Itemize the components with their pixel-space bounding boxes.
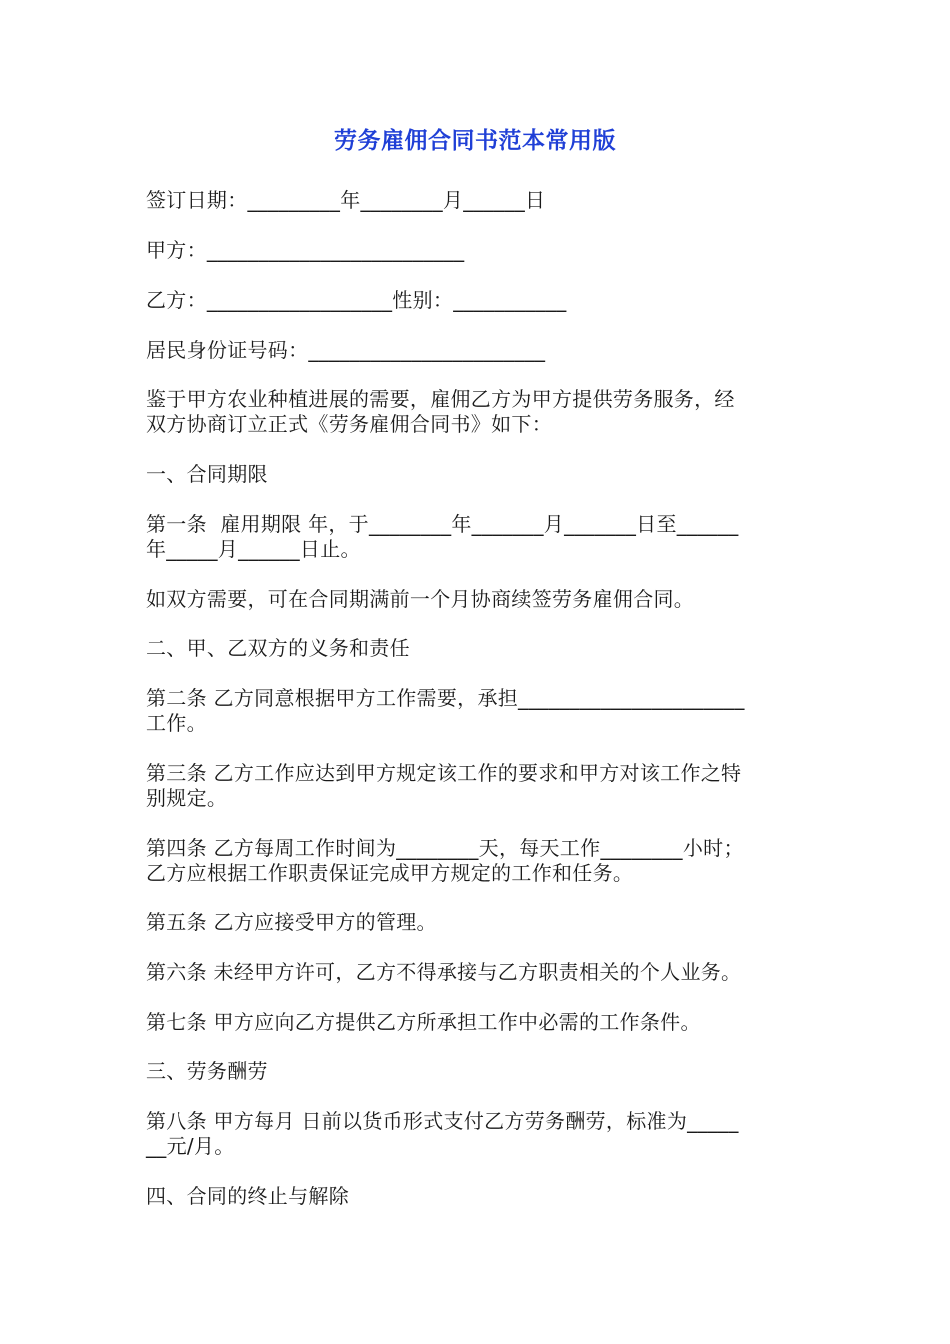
- preamble-line-2: 双方协商订立正式《劳务雇佣合同书》如下：: [146, 412, 552, 436]
- preamble-line-1: 鉴于甲方农业种植进展的需要，雇佣乙方为甲方提供劳务服务，经: [146, 387, 735, 411]
- article-8-line-2: __元/月。: [146, 1134, 235, 1158]
- article-3-line-1: 第三条 乙方工作应达到甲方规定该工作的要求和甲方对该工作之特: [146, 761, 742, 785]
- article-2-line-1: 第二条 乙方同意根据甲方工作需要，承担______________________: [146, 686, 745, 710]
- renewal-paragraph: 如双方需要，可在合同期满前一个月协商续签劳务雇佣合同。: [146, 587, 695, 611]
- article-5: 第五条 乙方应接受甲方的管理。: [146, 910, 437, 934]
- party-a-line: 甲方：_________________________: [146, 238, 465, 262]
- section-heading-3: 三、劳务酬劳: [146, 1059, 268, 1083]
- section-heading-1: 一、合同期限: [146, 462, 268, 486]
- signing-date-line: 签订日期：_________年________月______日: [146, 188, 546, 212]
- article-4-line-1: 第四条 乙方每周工作时间为________天，每天工作________小时；: [146, 836, 744, 860]
- party-b-line: 乙方：__________________性别：___________: [146, 288, 567, 312]
- article-2-line-2: 工作。: [146, 711, 207, 735]
- article-8-line-1: 第八条 甲方每月 日前以货币形式支付乙方劳务酬劳，标准为_____: [146, 1109, 739, 1133]
- article-1-line-2: 年_____月______日止。: [146, 537, 361, 561]
- article-7: 第七条 甲方应向乙方提供乙方所承担工作中必需的工作条件。: [146, 1010, 701, 1034]
- article-6: 第六条 未经甲方许可，乙方不得承接与乙方职责相关的个人业务。: [146, 960, 742, 984]
- section-heading-4: 四、合同的终止与解除: [146, 1184, 349, 1208]
- document-title: 劳务雇佣合同书范本常用版: [334, 128, 616, 154]
- id-number-line: 居民身份证号码：_______________________: [146, 338, 546, 362]
- article-4-line-2: 乙方应根据工作职责保证完成甲方规定的工作和任务。: [146, 861, 634, 885]
- article-3-line-2: 别规定。: [146, 786, 228, 810]
- article-1-line-1: 第一条 雇用期限 年，于________年_______月_______日至______: [146, 512, 739, 536]
- section-heading-2: 二、甲、乙双方的义务和责任: [146, 636, 410, 660]
